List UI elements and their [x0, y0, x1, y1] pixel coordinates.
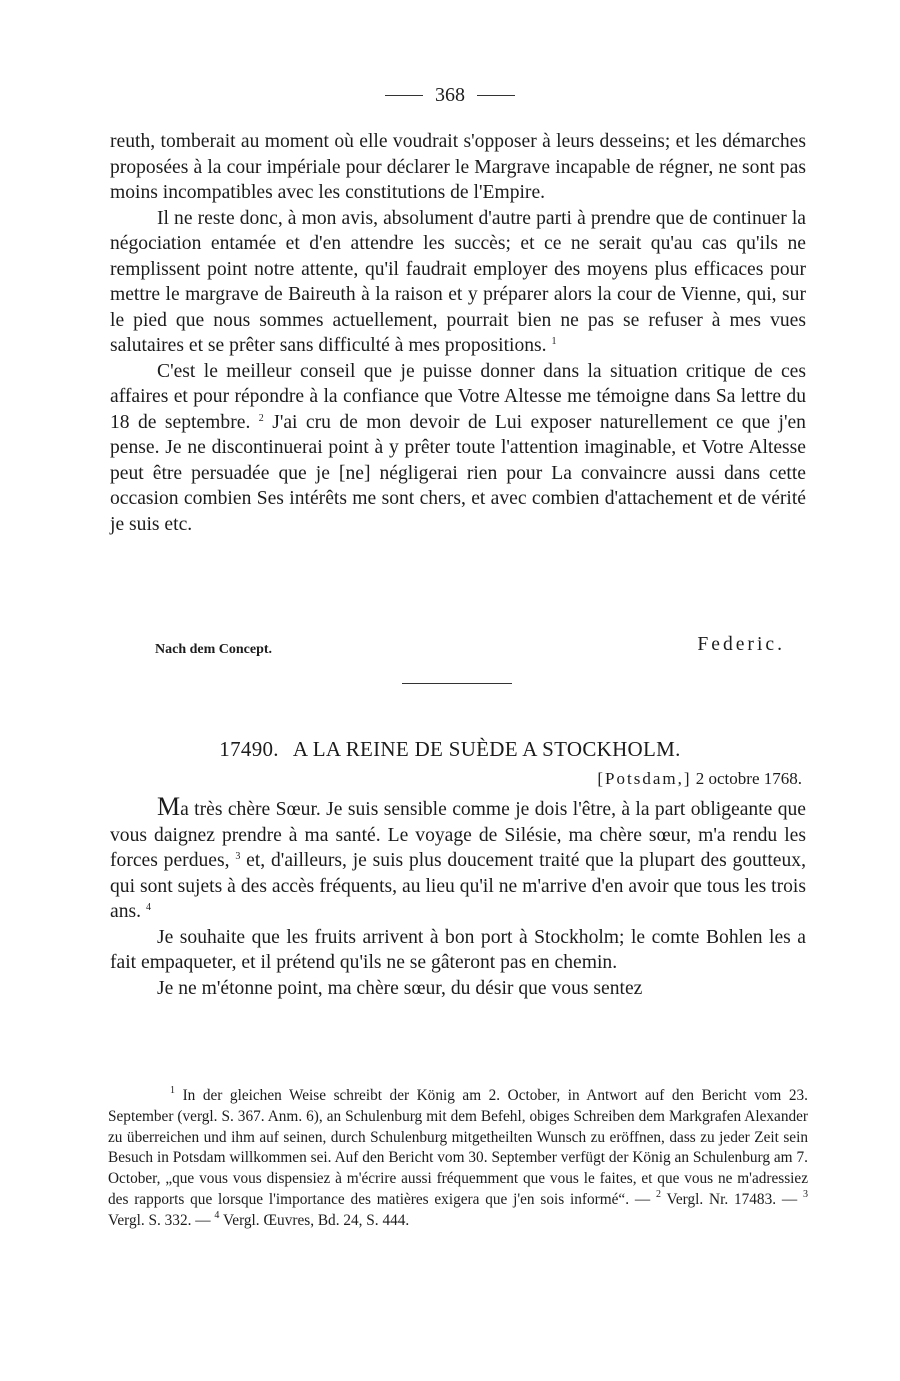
- source-note: Nach dem Concept.: [155, 642, 273, 657]
- header-rule-right: [477, 95, 515, 96]
- footnote: [108, 1086, 808, 1232]
- footnote-ref: 1: [551, 336, 557, 347]
- footnote-text: Vergl. Nr. 17483. —: [666, 1190, 798, 1208]
- signature: Federic.: [697, 634, 785, 655]
- date: 2 octobre 1768.: [695, 769, 802, 788]
- closing-row: [155, 634, 785, 662]
- footnote-ref: 3: [235, 851, 241, 862]
- letter-number: 17490.: [219, 737, 279, 761]
- paragraph: [110, 359, 806, 538]
- paragraph-text: C'est le meilleur conseil que je puisse donner dans la situation critique de ces affaires et pour répondre à la confiance que Votre Altesse me témoigne dans Sa lettre du 18 de septembre.: [110, 360, 806, 433]
- footnote-marker: 3: [803, 1188, 808, 1200]
- page-number: 368: [435, 84, 465, 106]
- letter-continuation: [110, 129, 806, 537]
- letter-body: [110, 792, 806, 1001]
- paragraph-text: Il ne reste donc, à mon avis, absolument d'autre parti à prendre que de continuer la négociation entamée et d'en attendre les succès; et ce ne serait qu'au cas qu'ils ne remplissent point notre attente, qu'il faudrait employer des moyens plus efficaces pour mettre le margrave de Baireuth à la raison et y préparer alors la cour de Vienne, qui, sur le pied que nous sommes actuellement, pourrait bien ne pas se refuser à mes vues salutaires et se prêter sans difficulté à mes propositions.: [110, 207, 806, 356]
- paragraph: [110, 976, 806, 1002]
- paragraph-text: a très chère Sœur. Je suis sensible comme je dois l'être, à la part obligeante que vous daignez prendre à ma santé. Le voyage de Silésie, ma chère sœur, m'a rendu les forces perdues,: [110, 799, 806, 871]
- paragraph-text: et, d'ailleurs, je suis plus doucement traité que la plupart des goutteux, qui sont sujets à des accès fréquents, au lieu qu'il ne m'arrive d'en avoir que tous les trois ans.: [110, 850, 806, 922]
- footnotes: [108, 1086, 808, 1232]
- paragraph: [110, 925, 806, 976]
- dateline: [597, 769, 802, 789]
- paragraph-text: J'ai cru de mon devoir de Lui exposer naturellement ce que j'en pense. Je ne discontinuerai point à y prêter toute l'attention imaginable, et Votre Altesse peut être persuadée que je [ne] négligerai rien pour La convaincre aussi dans cette occasion combien Ses intérêts me sont chers, et avec combien d'attachement et de vérité je suis etc.: [110, 411, 806, 535]
- footnote-marker: 1: [170, 1085, 175, 1096]
- page-header: [0, 84, 900, 107]
- footnote-ref: 2: [258, 412, 264, 424]
- section-divider: [402, 683, 512, 684]
- paragraph: [110, 129, 806, 206]
- footnote-ref: 4: [145, 902, 151, 913]
- letter-heading: [0, 737, 900, 762]
- letter-title: A LA REINE DE SUÈDE A STOCKHOLM.: [292, 737, 681, 761]
- paragraph: [110, 206, 806, 359]
- paragraph-text: reuth, tomberait au moment où elle voudrait s'opposer à leurs desseins; et les démarches proposées à la cour impériale pour déclarer le Margrave incapable de régner, ne sont pas moins incompatibles avec les constitutions de l'Empire.: [110, 131, 806, 203]
- footnote-text: In der gleichen Weise schreibt der König am 2. October, in Antwort auf den Bericht vom 23. September (vergl. S. 367. Anm. 6), an Schulenburg mit dem Befehl, obiges Schreiben dem Markgrafen Alexander zu überreichen und ihm auf seinen, durch Schulenburg mitgetheilten Wunsch zu eröffnen, dass zu jeder Zeit sein Besuch in Potsdam willkommen sei. Auf den Bericht vom 30. September verfügt der König an Schulenburg am 7. October, „que vous vous dispensiez à m'écrire aussi fréquemment que vous le faites, et que vous ne m'adressiez des rapports que lorsque l'importance des matières exigera que j'en sois informé“. —: [108, 1087, 809, 1208]
- footnote-marker: 4: [214, 1209, 220, 1221]
- paragraph: [110, 792, 806, 925]
- paragraph-text: Je souhaite que les fruits arrivent à bon port à Stockholm; le comte Bohlen les a fait empaqueter, et il prétend qu'ils ne se gâteront pas en chemin.: [110, 926, 806, 973]
- initial-letter: M: [157, 792, 181, 821]
- paragraph-text: Je ne m'étonne point, ma chère sœur, du désir que vous sentez: [157, 977, 643, 999]
- header-rule-left: [385, 95, 423, 96]
- footnote-marker: 2: [656, 1188, 661, 1200]
- footnote-text: Vergl. Œuvres, Bd. 24, S. 444.: [222, 1211, 410, 1229]
- place: [Potsdam,]: [597, 769, 692, 788]
- footnote-text: Vergl. S. 332. —: [108, 1211, 211, 1229]
